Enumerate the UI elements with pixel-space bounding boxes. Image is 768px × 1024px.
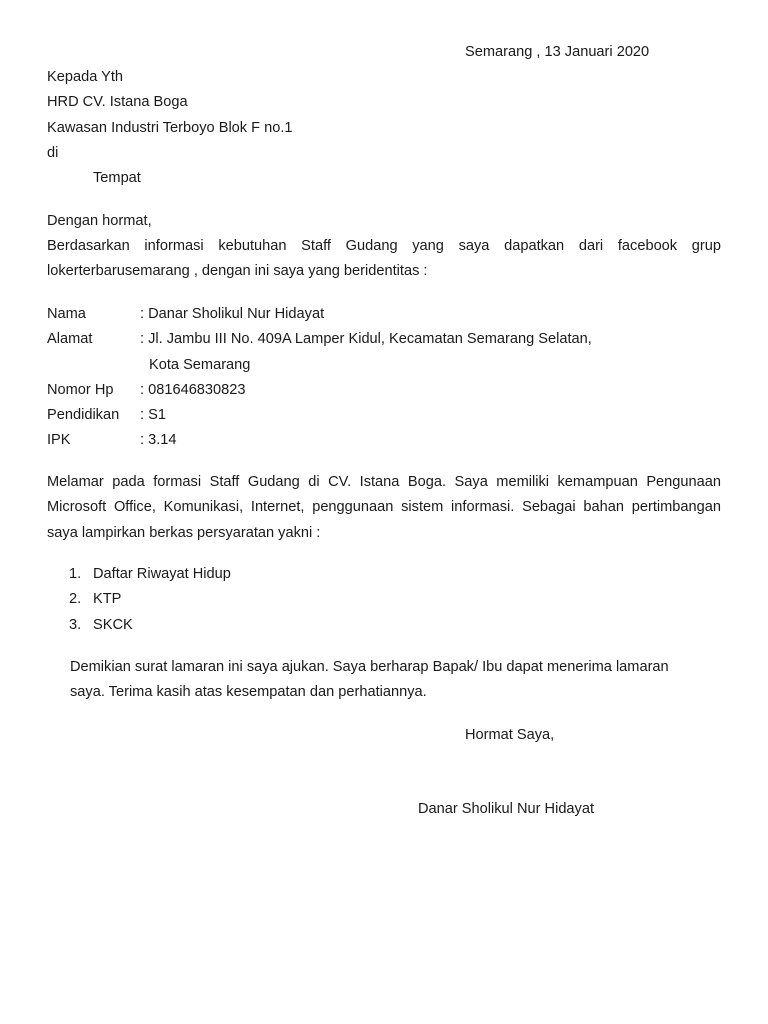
list-text: KTP: [93, 591, 122, 608]
recipient-address: Kawasan Industri Terboyo Blok F no.1: [47, 119, 293, 136]
list-text: SKCK: [93, 616, 133, 633]
identity-value: : 3.14: [140, 432, 177, 449]
identity-value: : Jl. Jambu III No. 409A Lamper Kidul, Kecamatan Semarang Selatan,: [140, 331, 592, 348]
identity-value: : 081646830823: [140, 381, 246, 398]
recipient-di: di: [47, 144, 59, 161]
letter-date: Semarang , 13 Januari 2020: [465, 44, 650, 60]
regards: Hormat Saya,: [465, 727, 555, 743]
closing-line: Demikian surat lamaran ini saya ajukan. Saya berharap Bapak/ Ibu dapat menerima lamaran: [70, 659, 669, 675]
list-number: 2.: [69, 591, 82, 608]
body-paragraph: Melamar pada formasi Staff Gudang di CV. Istana Boga. Saya memiliki kemampuan Pengunaan Microsoft Office, Komunikasi, Internet, penggunaan sistem informasi. Sebagai bahan pertimbangan saya lampirkan berkas persyaratan yakni :: [47, 474, 721, 541]
recipient-greeting: Kepada Yth: [47, 69, 124, 85]
identity-label: Pendidikan: [47, 407, 120, 424]
recipient-block: [47, 65, 727, 191]
identity-label: IPK: [47, 432, 71, 449]
signer-name: Danar Sholikul Nur Hidayat: [418, 801, 595, 817]
recipient-place: Tempat: [93, 170, 141, 187]
intro-paragraph: Berdasarkan informasi kebutuhan Staff Gudang yang saya dapatkan dari facebook grup lokerterbarusemarang , dengan ini saya yang beridentitas :: [47, 238, 721, 280]
list-item: [69, 562, 231, 587]
identity-row-nama: [47, 302, 737, 327]
identity-row-alamat: [47, 327, 737, 352]
recipient-company: HRD CV. Istana Boga: [47, 94, 188, 111]
closing-paragraph: [70, 655, 720, 706]
list-item: [69, 613, 231, 638]
list-number: 3.: [69, 616, 82, 633]
identity-row-ipk: [47, 428, 737, 453]
identity-label: Nama: [47, 306, 86, 322]
identity-alamat-continuation: Kota Semarang: [149, 356, 251, 373]
identity-label: Nomor Hp: [47, 381, 114, 398]
list-number: 1.: [69, 566, 82, 582]
salutation: Dengan hormat,: [47, 213, 152, 229]
identity-value: : Danar Sholikul Nur Hidayat: [140, 306, 325, 322]
identity-row-hp: [47, 378, 737, 403]
attachment-list: [69, 562, 231, 638]
identity-block: [47, 302, 737, 454]
closing-line: saya. Terima kasih atas kesempatan dan perhatiannya.: [70, 684, 427, 701]
list-item: [69, 587, 231, 612]
identity-row-pendidikan: [47, 403, 737, 428]
identity-value: : S1: [140, 407, 166, 424]
list-text: Daftar Riwayat Hidup: [93, 566, 231, 582]
identity-label: Alamat: [47, 331, 93, 348]
